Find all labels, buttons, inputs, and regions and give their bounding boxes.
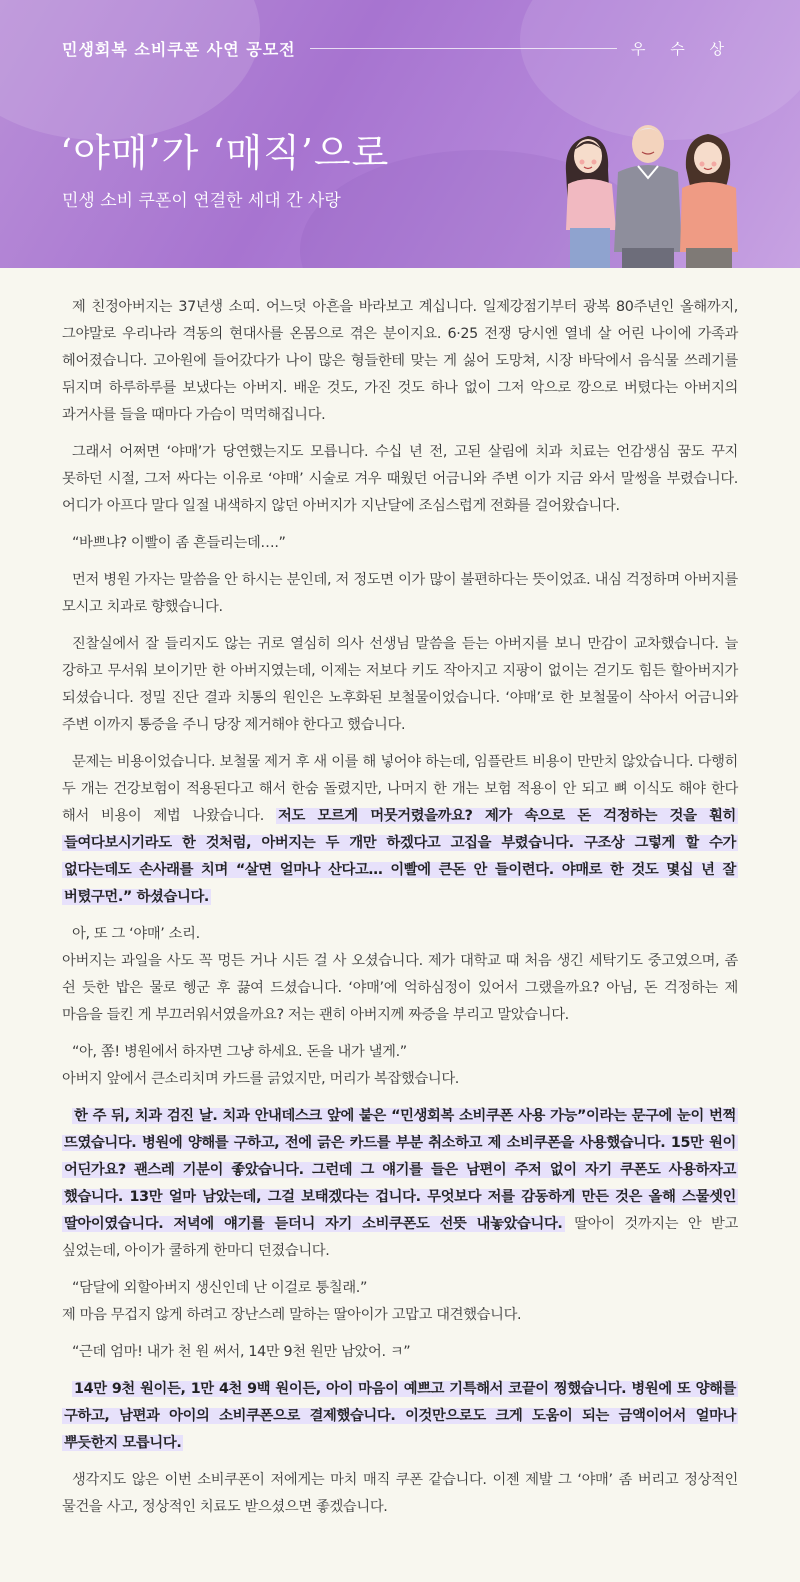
paragraph-text: 딸아이 것까지는 안 받고 싶었는데, 아이가 쿨하게 한마디 던졌습니다.	[62, 1216, 738, 1259]
mother-figure	[680, 134, 738, 268]
quote-line: “바쁘냐? 이빨이 좀 흔들리는데….”	[72, 535, 286, 551]
story-title: ‘야매’가 ‘매직’으로	[60, 131, 390, 175]
award-label: 우 수 상	[630, 39, 734, 58]
paragraph-text: 아, 또 그 ‘야매’ 소리.	[72, 926, 200, 942]
paragraph: 제 친정아버지는 37년생 소띠. 어느덧 아흔을 바라보고 계십니다. 일제강점기부터 광복 80주년인 올해까지, 그야말로 우리나라 격동의 현대사를 온몸으로 겪은 분이지요. 6·25 전쟁 당시엔 열네 살 어린 나이에 가족과 헤어졌습니다. 고아원에 들어갔다가 나이 많은 형들한테 맞는 게 싫어 도망쳐, 시장 바닥에서 음식물 쓰레기를 뒤지며 하루하루를 보냈다는 아버지. 배운 것도, 가진 것도 하나 없이 그저 악으로 깡으로 버텼다는 아버지의 과거사를 들을 때마다 가슴이 먹먹해집니다.	[62, 299, 738, 423]
family-illustration	[558, 112, 738, 268]
paragraph: 생각지도 않은 이번 소비쿠폰이 저에게는 마치 매직 쿠폰 같습니다. 이젠 제발 그 ‘야매’ 좀 버리고 정상적인 물건을 사고, 정상적인 치료도 받으셨으면 좋겠습니다.	[62, 1472, 738, 1515]
quote-line: “아, 쫌! 병원에서 하자면 그냥 하세요. 돈을 내가 낼게.”	[72, 1044, 407, 1060]
paragraph	[62, 749, 738, 911]
paragraph	[62, 1103, 738, 1265]
daughter-figure	[566, 136, 616, 268]
highlighted-text: 한 주 뒤, 치과 검진 날. 치과 안내데스크 앞에 붙은 “민생회복 소비쿠폰 사용 가능”이라는 문구에 눈이 번쩍 뜨였습니다. 병원에 양해를 구하고, 전에 긁은 카드를 부분 취소하고 제 소비쿠폰을 사용했습니다. 15만 원이 어딘가요? 괜스레 기분이 좋았습니다. 그런데 그 얘기를 들은 남편이 주저 없이 자기 쿠폰도 사용하자고 했습니다. 13만 얼마 남았는데, 그걸 보태겠다는 겁니다. 무엇보다 저를 감동하게 만든 것은 올해 스물셋인 딸아이였습니다. 저녁에 얘기를 듣더니 자기 소비쿠폰도 선뜻 내놓았습니다.	[64, 1108, 736, 1232]
grandfather-figure	[614, 125, 682, 268]
paragraph-text: 아버지 앞에서 큰소리치며 카드를 긁었지만, 머리가 복잡했습니다.	[62, 1071, 459, 1087]
story-body	[0, 268, 800, 1521]
highlighted-text: 14만 9천 원이든, 1만 4천 9백 원이든, 아이 마음이 예쁘고 기특해서 코끝이 찡했습니다. 병원에 또 양해를 구하고, 남편과 아이의 소비쿠폰으로 결제했습니다. 이것만으로도 크게 도움이 되는 금액이어서 얼마나 뿌듯한지 모릅니다.	[64, 1381, 736, 1451]
paragraph: 진찰실에서 잘 들리지도 않는 귀로 열심히 의사 선생님 말씀을 듣는 아버지를 보니 만감이 교차했습니다. 늘 강하고 무서워 보이기만 한 아버지였는데, 이제는 저보다 키도 작아지고 지팡이 없이는 걷기도 힘든 할아버지가 되셨습니다. 정밀 진단 결과 치통의 원인은 노후화된 보철물이었습니다. ‘야매’로 한 보철물이 삭아서 어금니와 주변 이까지 통증을 주니 당장 제거해야 한다고 했습니다.	[62, 636, 738, 733]
paragraph-text: 문제는 비용이었습니다. 보철물 제거 후 새 이를 해 넣어야 하는데, 임플란트 비용이 만만치 않았습니다. 다행히 두 개는 건강보험이 적용된다고 해서 한숨 돌렸지만, 나머지 한 개는 보험 적용이 안 되고 뼈 이식도 해야 한다 해서 비용이 제법 나왔습니다.	[62, 754, 738, 824]
divider-line	[310, 48, 617, 49]
story-subtitle: 민생 소비 쿠폰이 연결한 세대 간 사랑	[62, 191, 341, 211]
contest-bar	[62, 36, 734, 60]
paragraph-text: 아버지는 과일을 사도 꼭 멍든 거나 시든 걸 사 오셨습니다. 제가 대학교 때 처음 생긴 세탁기도 중고였으며, 좀 쉰 듯한 밥은 물로 헹군 후 끓여 드셨습니다. ‘야매’에 억하심정이 있어서 그랬을까요? 아님, 돈 걱정하는 제 마음을 들킨 게 부끄러워서였을까요? 저는 괜히 아버지께 짜증을 부리고 말았습니다.	[62, 953, 738, 1023]
highlighted-text: 저도 모르게 머뭇거렸을까요? 제가 속으로 돈 걱정하는 것을 훤히 들여다보시기라도 한 것처럼, 아버지는 두 개만 하겠다고 고집을 부렸습니다. 구조상 그렇게 할 수가 없다는데도 손사래를 치며 “살면 얼마나 산다고… 이빨에 큰돈 안 들이련다. 야매로 한 것도 몇십 년 잘 버텼구먼.” 하셨습니다.	[64, 808, 736, 905]
paragraph	[62, 921, 738, 1029]
paragraph-text: 제 마음 무겁지 않게 하려고 장난스레 말하는 딸아이가 고맙고 대견했습니다.	[62, 1307, 522, 1323]
paragraph	[62, 1275, 738, 1329]
header-banner	[0, 0, 800, 268]
paragraph: 먼저 병원 가자는 말씀을 안 하시는 분인데, 저 정도면 이가 많이 불편하다는 뜻이었죠. 내심 걱정하며 아버지를 모시고 치과로 향했습니다.	[62, 572, 738, 615]
quote-line: “담달에 외할아버지 생신인데 난 이걸로 퉁칠래.”	[72, 1280, 368, 1296]
contest-name: 민생회복 소비쿠폰 사연 공모전	[62, 39, 296, 59]
quote-line: “근데 엄마! 내가 천 원 써서, 14만 9천 원만 남았어. ㅋ”	[72, 1344, 411, 1360]
paragraph: 그래서 어쩌면 ‘야매’가 당연했는지도 모릅니다. 수십 년 전, 고된 살림에 치과 치료는 언감생심 꿈도 꾸지 못하던 시절, 그저 싸다는 이유로 ‘야매’ 시술로 겨우 때웠던 어금니와 주변 이가 지금 와서 말썽을 부렸습니다. 어디가 아프다 말다 일절 내색하지 않던 아버지가 지난달에 조심스럽게 전화를 걸어왔습니다.	[62, 444, 738, 514]
watercolor-wash	[0, 0, 260, 140]
paragraph	[62, 1376, 738, 1457]
paragraph	[62, 1039, 738, 1093]
